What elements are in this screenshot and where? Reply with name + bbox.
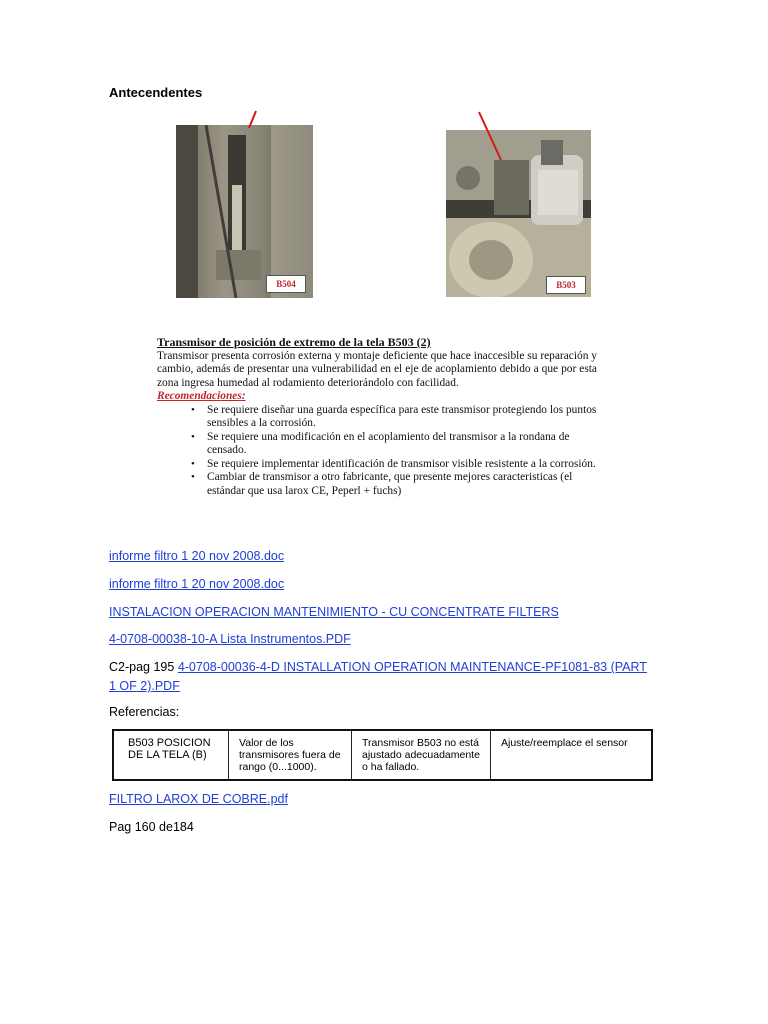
table-row <box>113 730 652 780</box>
list-item: • Se requiere diseñar una guarda específica para este transmisor protegiendo los puntos sensibles a la corrosión. <box>191 404 597 431</box>
link-maintenance-pdf[interactable]: 4-0708-00036-4-D INSTALLATION OPERATION MAINTENANCE-PF1081-83 (PART 1 OF 2).PDF <box>109 660 647 693</box>
photo-label: B503 <box>546 276 586 294</box>
references-label: Referencias: <box>109 705 180 719</box>
table-cell: Ajuste/reemplace el sensor <box>491 730 653 780</box>
page-note: Pag 160 de184 <box>109 820 194 834</box>
photo-b504 <box>176 125 313 298</box>
note-recommendations-label: Recomendaciones: <box>157 390 246 402</box>
note-title: Transmisor de posición de extremo de la tela B503 (2) <box>157 335 431 349</box>
note-body: Transmisor presenta corrosión externa y montaje deficiente que hace inaccesible su reparación y cambio, además de presentar una vulnerabilidad en el eje de acoplamiento debido a que por esta zona ingresa humedad al rodamiento deteriorándolo con facilidad. <box>157 349 597 389</box>
list-item: • Se requiere implementar identificación de transmisor visible resistente a la corrosión. <box>191 458 597 472</box>
list-item: • Se requiere una modificación en el acoplamiento del transmisor a la rondana de censado. <box>191 431 597 458</box>
recommendation-list <box>157 404 597 499</box>
link-informe-filtro-1[interactable]: informe filtro 1 20 nov 2008.doc <box>109 549 285 563</box>
pointer-arrow-icon <box>477 110 505 162</box>
pointer-arrow-icon <box>244 110 258 130</box>
scanned-note <box>157 336 597 498</box>
link-installation-manual[interactable]: INSTALACION OPERACION MANTENIMIENTO - CU CONCENTRATE FILTERS <box>109 605 559 619</box>
reference-table <box>112 729 653 781</box>
photo-label: B504 <box>266 275 306 293</box>
page-reference-prefix: C2-pag 195 <box>109 660 175 674</box>
link-informe-filtro-2[interactable]: informe filtro 1 20 nov 2008.doc <box>109 577 285 591</box>
section-heading: Antecendentes <box>109 85 203 100</box>
table-cell: Transmisor B503 no está ajustado adecuadamente o ha fallado. <box>352 730 491 780</box>
link-instrument-list[interactable]: 4-0708-00038-10-A Lista Instrumentos.PDF <box>109 632 351 646</box>
list-item: • Cambiar de transmisor a otro fabricante, que presente mejores caracteristicas (el estándar que usa larox CE, Peperl + fuchs) <box>191 471 597 498</box>
link-filtro-larox[interactable]: FILTRO LAROX DE COBRE.pdf <box>109 792 288 806</box>
table-cell: Valor de los transmisores fuera de rango (0...1000). <box>229 730 352 780</box>
table-cell: B503 POSICION DE LA TELA (B) <box>113 730 229 780</box>
photo-b503 <box>446 130 591 297</box>
maintenance-reference <box>109 658 654 696</box>
